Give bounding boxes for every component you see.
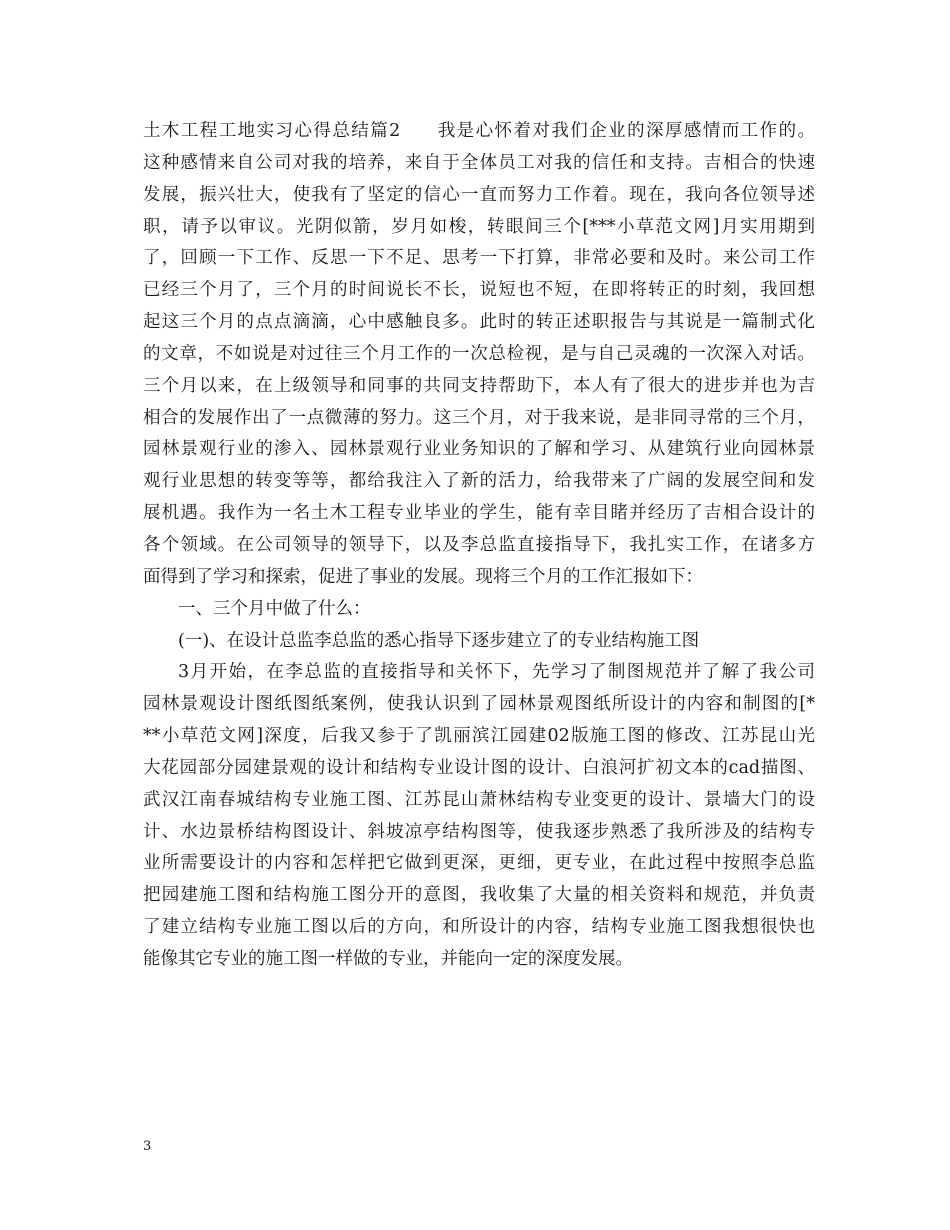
document-body bbox=[143, 116, 815, 976]
text-line: 了建立结构专业施工图以后的方向，和所设计的内容，结构专业施工图我想很快也 bbox=[143, 917, 815, 938]
text-line: 了，回顾一下工作、反思一下不足、思考一下打算，非常必要和及时。来公司工作 bbox=[143, 248, 815, 269]
document-title: 土木工程工地实习心得总结篇2 bbox=[143, 121, 401, 141]
text-line: 3月开始，在李总监的直接指导和关怀下，先学习了制图规范并了解了我公司 bbox=[178, 662, 815, 683]
text-line: 各个领域。在公司领导的领导下，以及李总监直接指导下，我扎实工作，在诸多方 bbox=[143, 534, 815, 555]
text-line: 业所需要设计的内容和怎样把它做到更深，更细，更专业，在此过程中按照李总监 bbox=[143, 853, 815, 874]
text-line: 园林景观行业的渗入、园林景观行业业务知识的了解和学习、从建筑行业向园林景 bbox=[143, 439, 815, 460]
text-line: 已经三个月了，三个月的时间说长不长，说短也不短，在即将转正的时刻，我回想 bbox=[143, 280, 815, 301]
text-line: 观行业思想的转变等等，都给我注入了新的活力，给我带来了广阔的发展空间和发 bbox=[143, 471, 815, 492]
text-line: 能像其它专业的施工图一样做的专业，并能向一定的深度发展。 bbox=[143, 948, 633, 969]
page-number: 3 bbox=[143, 1139, 152, 1154]
text-line: **小草范文网]深度，后我又参于了凯丽滨江园建02版施工图的修改、江苏昆山光 bbox=[143, 726, 815, 747]
text-line: 三个月以来，在上级领导和同事的共同支持帮助下，本人有了很大的进步并也为吉 bbox=[143, 375, 815, 396]
text-line: 面得到了学习和探索，促进了事业的发展。现将三个月的工作汇报如下： bbox=[143, 566, 703, 587]
text-line: 职，请予以审议。光阴似箭，岁月如梭，转眼间三个[***小草范文网]月实用期到 bbox=[143, 216, 815, 237]
text-line: 起这三个月的点点滴滴，心中感触良多。此时的转正述职报告与其说是一篇制式化 bbox=[143, 312, 815, 333]
text-line: 发展，振兴壮大，使我有了坚定的信心一直而努力工作着。现在，我向各位领导述 bbox=[143, 184, 815, 205]
text-line: 的文章，不如说是对过往三个月工作的一次总检视，是与自己灵魂的一次深入对话。 bbox=[143, 343, 815, 364]
text-line: 展机遇。我作为一名土木工程专业毕业的学生，能有幸目睹并经历了吉相合设计的 bbox=[143, 503, 815, 524]
text-line: 相合的发展作出了一点微薄的努力。这三个月，对于我来说，是非同寻常的三个月， bbox=[143, 407, 815, 428]
text-line: 这种感情来自公司对我的培养，来自于全体员工对我的信任和支持。吉相合的快速 bbox=[143, 152, 815, 173]
text-line: 武汉江南春城结构专业施工图、江苏昆山萧林结构专业变更的设计、景墙大门的设 bbox=[143, 789, 815, 810]
text-line bbox=[143, 116, 815, 148]
text-line: 大花园部分园建景观的设计和结构专业设计图的设计、白浪河扩初文本的cad描图、 bbox=[143, 757, 815, 778]
section-heading: 一、三个月中做了什么： bbox=[178, 598, 371, 619]
paragraph-opening: 我是心怀着对我们企业的深厚感情而工作的。 bbox=[436, 121, 815, 141]
text-line: 把园建施工图和结构施工图分开的意图，我收集了大量的相关资料和规范，并负责 bbox=[143, 885, 815, 906]
text-line: 园林景观设计图纸图纸案例，使我认识到了园林景观图纸所设计的内容和制图的[* bbox=[143, 694, 815, 715]
text-line: 计、水边景桥结构图设计、斜坡凉亭结构图等，使我逐步熟悉了我所涉及的结构专 bbox=[143, 821, 815, 842]
subsection-heading: (一)、在设计总监李总监的悉心指导下逐步建立了的专业结构施工图 bbox=[178, 630, 700, 651]
